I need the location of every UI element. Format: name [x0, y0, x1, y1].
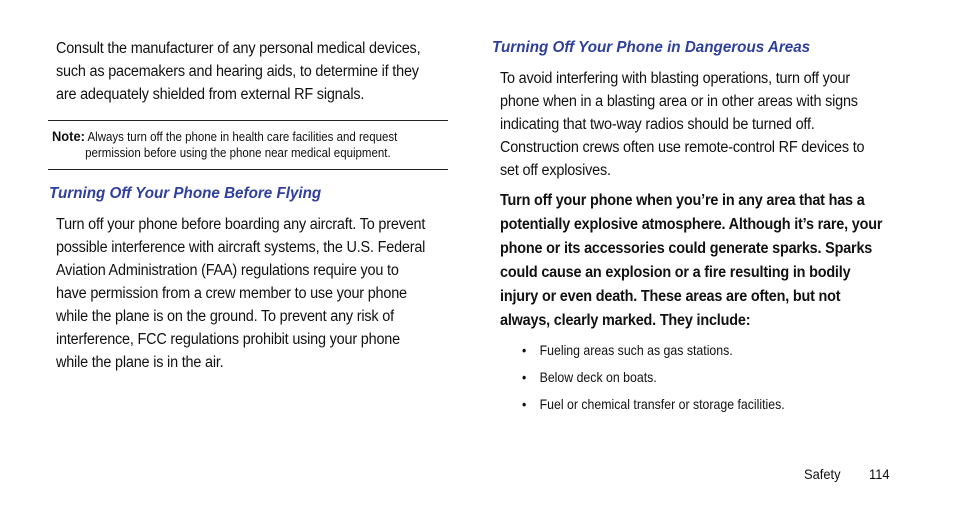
text-line: could cause an explosion or a fire resulting in bodily	[500, 264, 851, 281]
text-line: indicating that two-way radios should be turned off.	[500, 116, 815, 133]
text-line: Consult the manufacturer of any personal medical devices,	[56, 40, 421, 57]
dangerous-areas-paragraph	[500, 67, 912, 182]
note-box	[48, 120, 448, 170]
text-line: Turn off your phone before boarding any aircraft. To prevent	[56, 216, 426, 233]
text-line: Construction crews often use remote-control RF devices to	[500, 139, 865, 156]
list-item	[522, 337, 785, 364]
list-item-text: Fueling areas such as gas stations.	[539, 342, 733, 358]
note-text-line2: permission before using the phone near medical equipment.	[85, 146, 391, 160]
text-line: while the plane is in the air.	[56, 354, 224, 371]
heading-flying: Turning Off Your Phone Before Flying	[49, 185, 322, 202]
flying-paragraph	[56, 213, 458, 374]
warning-paragraph	[500, 189, 912, 333]
note-text-line1: Always turn off the phone in health care facilities and request	[87, 130, 398, 144]
text-line: Aviation Administration (FAA) regulations require you to	[56, 262, 399, 279]
bullet-icon: •	[522, 342, 527, 358]
text-line: such as pacemakers and hearing aids, to determine if they	[56, 63, 419, 80]
text-line: To avoid interfering with blasting operations, turn off your	[500, 70, 850, 87]
page-number: 114	[869, 466, 890, 482]
text-line: Turn off your phone when you’re in any area that has a	[500, 192, 865, 209]
list-item	[522, 391, 785, 418]
list-item-text: Below deck on boats.	[539, 369, 657, 385]
text-line: are adequately shielded from external RF signals.	[56, 86, 365, 103]
text-line: while the plane is on the ground. To prevent any risk of	[56, 308, 394, 325]
list-item	[522, 364, 785, 391]
bullet-icon: •	[522, 369, 527, 385]
text-line: set off explosives.	[500, 162, 611, 179]
text-line: phone or its accessories could generate sparks. Sparks	[500, 240, 873, 257]
text-line: injury or even death. These areas are often, but not	[500, 288, 841, 305]
hazard-list	[522, 337, 821, 418]
heading-dangerous-areas: Turning Off Your Phone in Dangerous Areas	[492, 39, 811, 56]
footer-section-name: Safety	[804, 466, 841, 482]
text-line: possible interference with aircraft systems, the U.S. Federal	[56, 239, 426, 256]
text-line: have permission from a crew member to use your phone	[56, 285, 407, 302]
intro-paragraph	[56, 37, 458, 106]
text-line: interference, FCC regulations prohibit using your phone	[56, 331, 400, 348]
text-line: phone when in a blasting area or in other areas with signs	[500, 93, 858, 110]
note-label: Note:	[52, 128, 85, 144]
text-line: always, clearly marked. They include:	[500, 312, 751, 329]
text-line: potentially explosive atmosphere. Although it’s rare, your	[500, 216, 883, 233]
list-item-text: Fuel or chemical transfer or storage facilities.	[539, 396, 785, 412]
bullet-icon: •	[522, 396, 527, 412]
